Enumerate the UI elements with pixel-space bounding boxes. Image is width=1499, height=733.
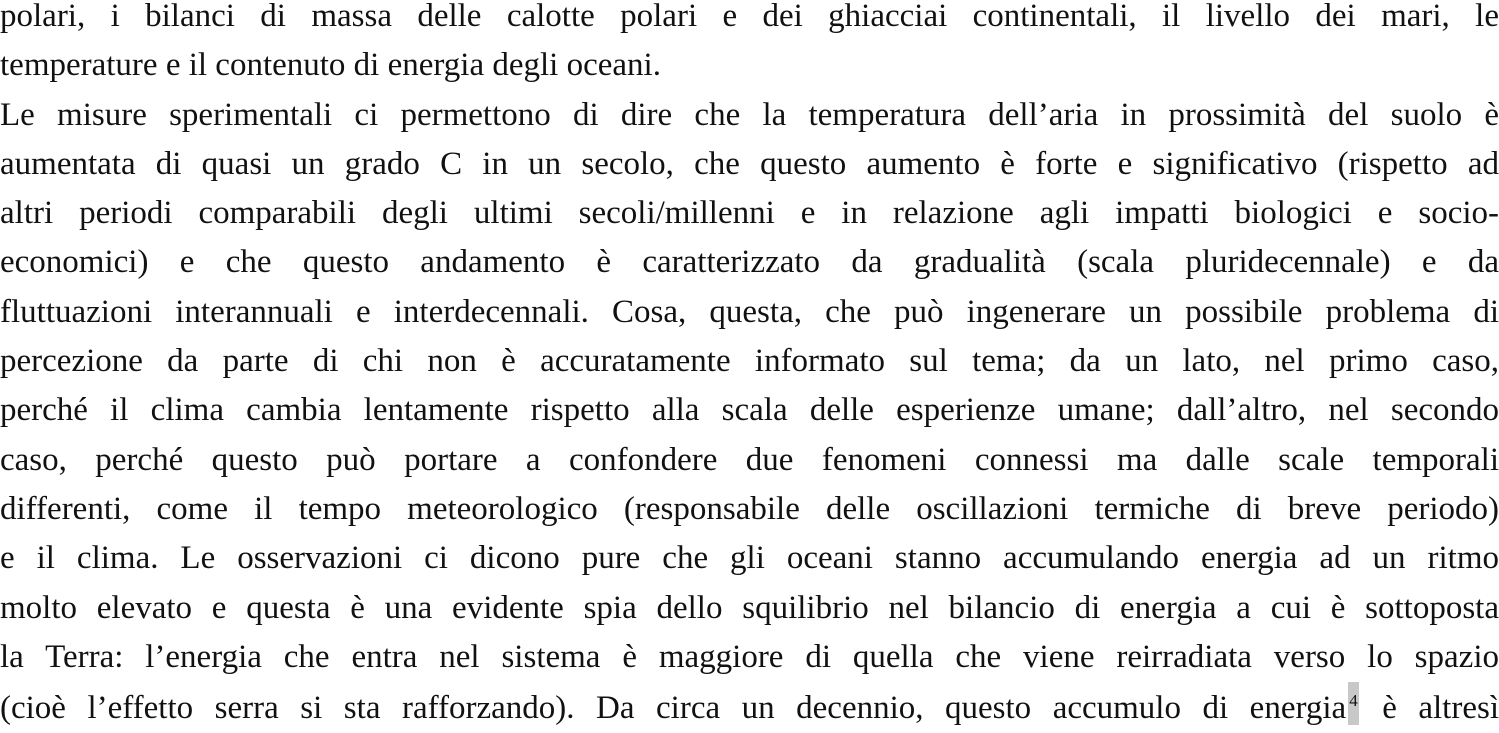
text-line: economici) e che questo andamento è caratterizzato da gradualità (scala pluridecennale) e da <box>0 244 1499 281</box>
text-segment: è altresì <box>1360 690 1499 727</box>
text-line: la Terra: l’energia che entra nel sistema è maggiore di quella che viene reirradiata verso lo spazio <box>0 638 1499 675</box>
text-line: altri periodi comparabili degli ultimi secoli/millenni e in relazione agli impatti biologici e socio- <box>0 195 1499 232</box>
text-line: differenti, come il tempo meteorologico (responsabile delle oscillazioni termiche di breve periodo) <box>0 490 1499 527</box>
text-line: molto elevato e questa è una evidente spia dello squilibrio nel bilancio di energia a cui è sottoposta <box>0 589 1499 626</box>
text-line: e il clima. Le osservazioni ci dicono pure che gli oceani stanno accumulando energia ad un ritmo <box>0 540 1499 577</box>
text-line: fluttuazioni interannuali e interdecennali. Cosa, questa, che può ingenerare un possibile problema di <box>0 293 1499 330</box>
text-line: Le misure sperimentali ci permettono di dire che la temperatura dell’aria in prossimità del suolo è <box>0 96 1499 133</box>
text-segment: (cioè l’effetto serra si sta rafforzando). Da circa un decennio, questo accumulo di energia <box>0 690 1347 727</box>
text-line: temperature e il contenuto di energia degli oceani. <box>0 47 661 84</box>
text-line: perché il clima cambia lentamente rispetto alla scala delle esperienze umane; dall’altro, nel secondo <box>0 392 1499 429</box>
text-line: aumentata di quasi un grado C in un secolo, che questo aumento è forte e significativo (rispetto ad <box>0 145 1499 182</box>
text-line: polari, i bilanci di massa delle calotte polari e dei ghiacciai continentali, il livello dei mari, le <box>0 0 1499 34</box>
text-line-with-footnote <box>0 682 1499 731</box>
footnote-reference[interactable]: 4 <box>1348 682 1359 725</box>
text-line: percezione da parte di chi non è accuratamente informato sul tema; da un lato, nel primo caso, <box>0 343 1499 380</box>
text-line: caso, perché questo può portare a confondere due fenomeni connessi ma dalle scale temporali <box>0 441 1499 478</box>
